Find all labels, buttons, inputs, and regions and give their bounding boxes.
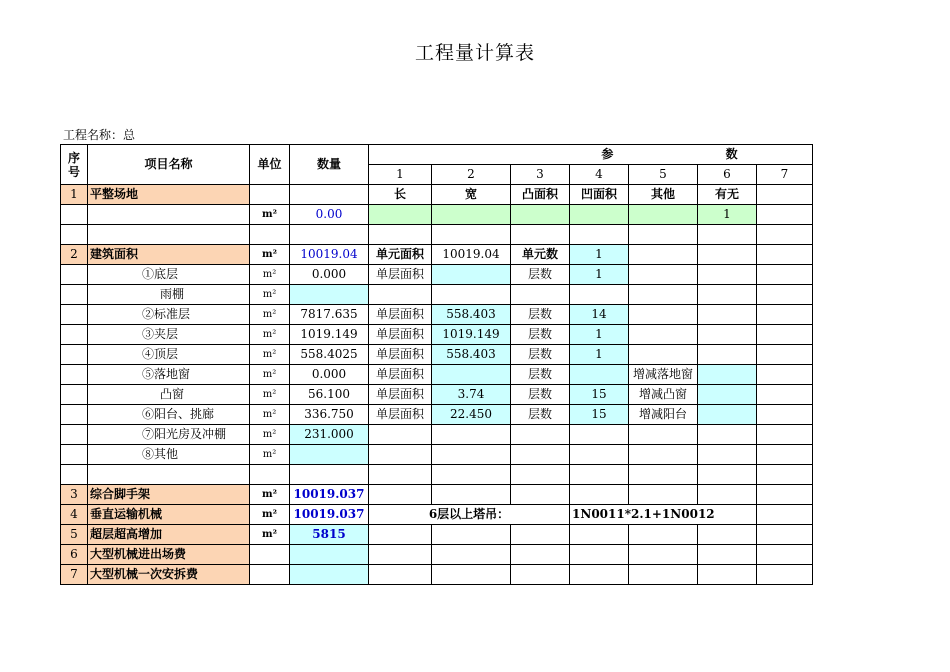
cell-unit: m² [250, 425, 290, 445]
cell-qty[interactable]: 5815 [290, 525, 369, 545]
cell-unit: m² [250, 345, 290, 365]
cell-name: ⑤落地窗 [88, 365, 250, 385]
cell-p4[interactable]: 1 [570, 245, 629, 265]
table-row [61, 505, 813, 525]
header-params-b: 数 [725, 147, 738, 161]
cell-qty[interactable] [290, 545, 369, 565]
cell-unit: m² [250, 405, 290, 425]
cell-p1: 长 [369, 185, 432, 205]
cell-qty: 7817.635 [290, 305, 369, 325]
cell-qty: 558.4025 [290, 345, 369, 365]
cell-name: 平整场地 [88, 185, 250, 205]
cell-name: ②标准层 [88, 305, 250, 325]
cell-p6[interactable] [698, 405, 757, 425]
cell-unit: m² [250, 525, 290, 545]
header-col-6: 6 [698, 165, 757, 185]
table-row [61, 325, 813, 345]
cell-unit: m² [250, 505, 290, 525]
header-params [369, 145, 813, 165]
cell-p5[interactable] [629, 205, 698, 225]
cell-unit: m² [250, 205, 290, 225]
header-col-5: 5 [629, 165, 698, 185]
cell-name: ④顶层 [88, 345, 250, 365]
cell-seq: 3 [61, 485, 88, 505]
cell-name: 超层超高增加 [88, 525, 250, 545]
table-row [61, 305, 813, 325]
cell-unit: m² [250, 445, 290, 465]
cell-p2[interactable]: 558.403 [432, 345, 511, 365]
cell-unit: m² [250, 245, 290, 265]
cell-unit [250, 545, 290, 565]
cell-note: 6层以上塔吊： [369, 505, 570, 525]
cell-seq: 2 [61, 245, 88, 265]
page-title: 工程量计算表 [414, 42, 535, 64]
header-name: 项目名称 [88, 145, 250, 185]
cell-name: 大型机械进出场费 [88, 545, 250, 565]
header-col-3: 3 [511, 165, 570, 185]
cell-name: ③夹层 [88, 325, 250, 345]
cell-p1: 单层面积 [369, 385, 432, 405]
cell-qty[interactable]: 231.000 [290, 425, 369, 445]
cell-unit: m² [250, 365, 290, 385]
cell-p4[interactable]: 1 [570, 345, 629, 365]
cell-p2[interactable]: 1019.149 [432, 325, 511, 345]
cell-p5: 增减落地窗 [629, 365, 698, 385]
cell-unit: m² [250, 305, 290, 325]
cell-p4[interactable]: 14 [570, 305, 629, 325]
table-row [61, 185, 813, 205]
cell-p3: 层数 [511, 325, 570, 345]
table-row [61, 225, 813, 245]
cell-p2[interactable] [432, 265, 511, 285]
table-row [61, 245, 813, 265]
cell-p4[interactable]: 1 [570, 325, 629, 345]
cell-seq: 4 [61, 505, 88, 525]
header-col-2: 2 [432, 165, 511, 185]
cell-qty: 0.000 [290, 365, 369, 385]
header-qty: 数量 [290, 145, 369, 185]
header-col-7: 7 [757, 165, 813, 185]
cell-seq: 6 [61, 545, 88, 565]
header-col-4: 4 [570, 165, 629, 185]
cell-name: 垂直运输机械 [88, 505, 250, 525]
cell-p5: 其他 [629, 185, 698, 205]
table-row [61, 565, 813, 585]
project-name-label: 工程名称：总 [63, 128, 136, 142]
cell-name: 建筑面积 [88, 245, 250, 265]
cell-p4[interactable]: 15 [570, 405, 629, 425]
cell-qty[interactable] [290, 285, 369, 305]
cell-p2[interactable]: 22.450 [432, 405, 511, 425]
table-row [61, 405, 813, 425]
cell-p5: 增减阳台 [629, 405, 698, 425]
cell-name: ①底层 [88, 265, 250, 285]
cell-p3: 层数 [511, 265, 570, 285]
cell-name: ⑧其他 [88, 445, 250, 465]
table-row [61, 265, 813, 285]
cell-unit [250, 565, 290, 585]
cell-unit: m² [250, 385, 290, 405]
cell-p4[interactable] [570, 205, 629, 225]
table-row [61, 205, 813, 225]
cell-qty: 10019.04 [290, 245, 369, 265]
cell-name: 大型机械一次安拆费 [88, 565, 250, 585]
table-row [61, 385, 813, 405]
cell-seq: 5 [61, 525, 88, 545]
cell-qty: 56.100 [290, 385, 369, 405]
cell-p4[interactable]: 1 [570, 265, 629, 285]
cell-qty: 1019.149 [290, 325, 369, 345]
cell-name [88, 205, 250, 225]
header-params-a: 参 [601, 147, 614, 161]
cell-p1: 单层面积 [369, 325, 432, 345]
cell-p3: 层数 [511, 345, 570, 365]
quantity-table [60, 144, 813, 585]
table-row [61, 365, 813, 385]
cell-seq: 7 [61, 565, 88, 585]
header-seq-a: 序 [67, 150, 80, 165]
cell-p1: 单层面积 [369, 305, 432, 325]
cell-p3: 单元数 [511, 245, 570, 265]
table-row [61, 525, 813, 545]
cell-qty: 0.000 [290, 265, 369, 285]
cell-name: 综合脚手架 [88, 485, 250, 505]
header-row-1 [61, 145, 813, 165]
cell-p3: 层数 [511, 365, 570, 385]
cell-qty[interactable] [290, 565, 369, 585]
cell-seq [61, 205, 88, 225]
cell-qty: 336.750 [290, 405, 369, 425]
cell-p3: 层数 [511, 305, 570, 325]
cell-p2[interactable] [432, 365, 511, 385]
cell-unit: m² [250, 285, 290, 305]
cell-unit: m² [250, 265, 290, 285]
cell-name: ⑦阳光房及冲棚 [88, 425, 250, 445]
cell-qty: 0.00 [290, 205, 369, 225]
cell-p4[interactable] [570, 365, 629, 385]
cell-seq: 1 [61, 185, 88, 205]
cell-formula: 1N0011*2.1+1N0012 [570, 505, 757, 525]
header-unit: 单位 [250, 145, 290, 185]
cell-p6: 有无 [698, 185, 757, 205]
cell-qty[interactable] [290, 445, 369, 465]
cell-p2[interactable]: 3.74 [432, 385, 511, 405]
cell-p2: 10019.04 [432, 245, 511, 265]
cell-p6[interactable] [698, 365, 757, 385]
table-row [61, 465, 813, 485]
cell-p7 [757, 185, 813, 205]
cell-p3: 层数 [511, 405, 570, 425]
table-row [61, 545, 813, 565]
cell-p1: 单层面积 [369, 365, 432, 385]
cell-p2: 宽 [432, 185, 511, 205]
cell-unit: m² [250, 325, 290, 345]
cell-p7 [757, 205, 813, 225]
table-row [61, 425, 813, 445]
header-seq-b: 号 [67, 164, 80, 179]
header-seq [61, 145, 88, 185]
cell-p6[interactable]: 1 [698, 205, 757, 225]
cell-p4[interactable]: 15 [570, 385, 629, 405]
cell-name: 雨棚 [88, 285, 250, 305]
cell-qty: 10019.037 [290, 505, 369, 525]
cell-p6[interactable] [698, 385, 757, 405]
cell-p1: 单层面积 [369, 345, 432, 365]
cell-qty: 10019.037 [290, 485, 369, 505]
cell-p2[interactable]: 558.403 [432, 305, 511, 325]
cell-p1: 单层面积 [369, 265, 432, 285]
cell-p4: 凹面积 [570, 185, 629, 205]
cell-p5: 增减凸窗 [629, 385, 698, 405]
table-row [61, 445, 813, 465]
cell-p1: 单层面积 [369, 405, 432, 425]
cell-unit: m² [250, 485, 290, 505]
cell-p3[interactable] [511, 205, 570, 225]
cell-qty [290, 185, 369, 205]
header-col-1: 1 [369, 165, 432, 185]
cell-p3: 凸面积 [511, 185, 570, 205]
table-row [61, 345, 813, 365]
cell-name: ⑥阳台、挑廊 [88, 405, 250, 425]
table-row [61, 485, 813, 505]
cell-name: 凸窗 [88, 385, 250, 405]
cell-p3: 层数 [511, 385, 570, 405]
cell-p1[interactable] [369, 205, 432, 225]
cell-unit [250, 185, 290, 205]
table-row [61, 285, 813, 305]
cell-p2[interactable] [432, 205, 511, 225]
cell-p1: 单元面积 [369, 245, 432, 265]
